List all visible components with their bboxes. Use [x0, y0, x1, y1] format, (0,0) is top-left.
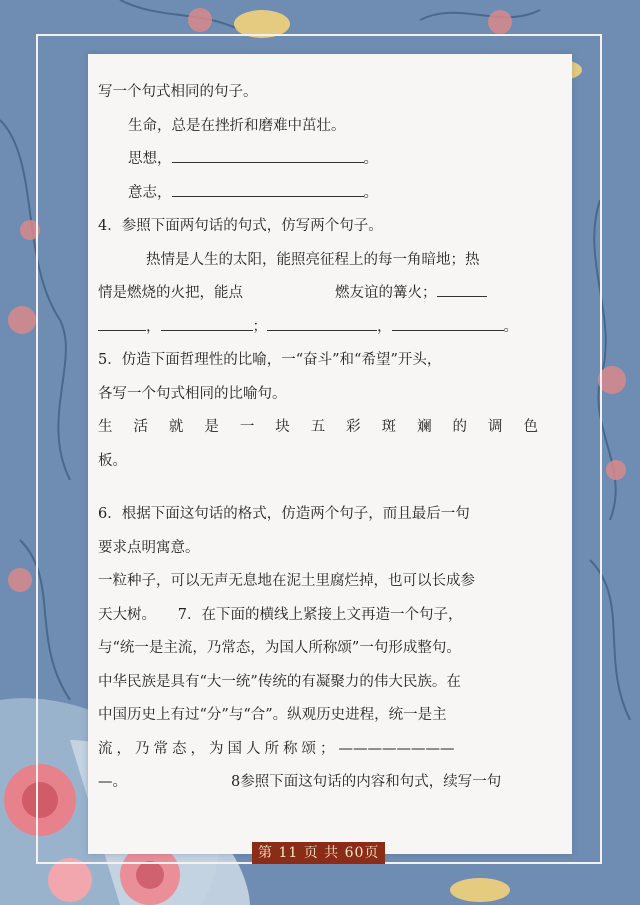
- answer-blank: [172, 180, 364, 197]
- text-line: 各写一个句式相同的比喻句。: [98, 385, 287, 402]
- paragraph-gap: [98, 478, 548, 498]
- text-line: [98, 733, 548, 767]
- text-line: [98, 177, 548, 211]
- text-fragment: 意志，: [128, 184, 172, 201]
- answer-blank: [161, 314, 253, 331]
- dash-blank: —。: [98, 774, 127, 790]
- question-6: 6．根据下面这句话的格式，仿造两个句子，而且最后一句: [98, 506, 470, 522]
- text-line: 生命，总是在挫折和磨难中茁壮。: [128, 117, 346, 134]
- text-fragment: 。: [363, 151, 378, 167]
- char: 色: [523, 419, 538, 435]
- text-line: 与“统一是主流，乃常态，为国人所称颂”一句形成整句。: [98, 640, 461, 656]
- answer-blank: [437, 280, 487, 297]
- char: 调: [487, 419, 503, 435]
- char: 斑: [381, 419, 397, 435]
- text-line: 要求点明寓意。: [98, 539, 200, 556]
- question-8-start: 8参照下面这句话的内容和句式，续写一句: [231, 774, 502, 790]
- text-fragment: 流，乃常态，为国人所称颂；: [98, 740, 339, 757]
- page-indicator: 第 11 页 共 60页: [252, 842, 385, 864]
- char: 活: [133, 419, 148, 435]
- char: 一: [239, 419, 255, 435]
- text-fragment: ，: [377, 318, 392, 335]
- answer-blank: [98, 314, 146, 331]
- text-line: [98, 766, 548, 800]
- char: 彩: [346, 419, 361, 435]
- text-fragment: ，: [146, 318, 161, 335]
- text-line: 中国历史上有过“分”与“合”。纵观历史进程，统一是主: [98, 707, 447, 723]
- text-line: [98, 277, 548, 311]
- char: 是: [204, 419, 219, 435]
- answer-blank: [172, 146, 364, 163]
- text-fragment: 情是燃烧的火把，能点: [98, 285, 243, 301]
- question-5: 5．仿造下面哲理性的比喻，一“奋斗”和“希望”开头，: [98, 352, 442, 368]
- text-line: 中华民族是具有“大一统”传统的有凝聚力的伟大民族。在: [98, 673, 461, 690]
- text-fragment: 思想，: [128, 151, 172, 167]
- text-line: 写一个句式相同的句子。: [98, 84, 258, 100]
- char: 五: [310, 419, 326, 435]
- text-fragment: 燃友谊的篝火；: [335, 285, 437, 301]
- text-line: 一粒种子，可以无声无息地在泥土里腐烂掉，也可以长成参: [98, 573, 475, 589]
- answer-blank: [267, 314, 377, 331]
- dash-blank: ————————: [338, 740, 455, 757]
- example-sentence: [98, 411, 538, 445]
- char: 斓: [417, 419, 432, 435]
- char: 块: [275, 419, 290, 435]
- char: 就: [168, 419, 184, 435]
- text-line: [98, 311, 548, 345]
- text-fragment: 。: [503, 318, 518, 335]
- text-line: 天大树。 7．在下面的横线上紧接上文再造一个句子，: [98, 606, 463, 623]
- text-fragment: ；: [252, 318, 267, 335]
- text-fragment: 。: [363, 184, 378, 201]
- char: 生: [98, 419, 113, 435]
- document-content: [98, 76, 548, 800]
- answer-blank: [392, 314, 504, 331]
- char: 的: [452, 419, 468, 435]
- text-line: 热情是人生的太阳，能照亮征程上的每一角暗地；热: [146, 251, 480, 268]
- text-line: 板。: [98, 452, 127, 469]
- text-line: [98, 143, 548, 177]
- question-4: 4．参照下面两句话的句式，仿写两个句子。: [98, 218, 383, 234]
